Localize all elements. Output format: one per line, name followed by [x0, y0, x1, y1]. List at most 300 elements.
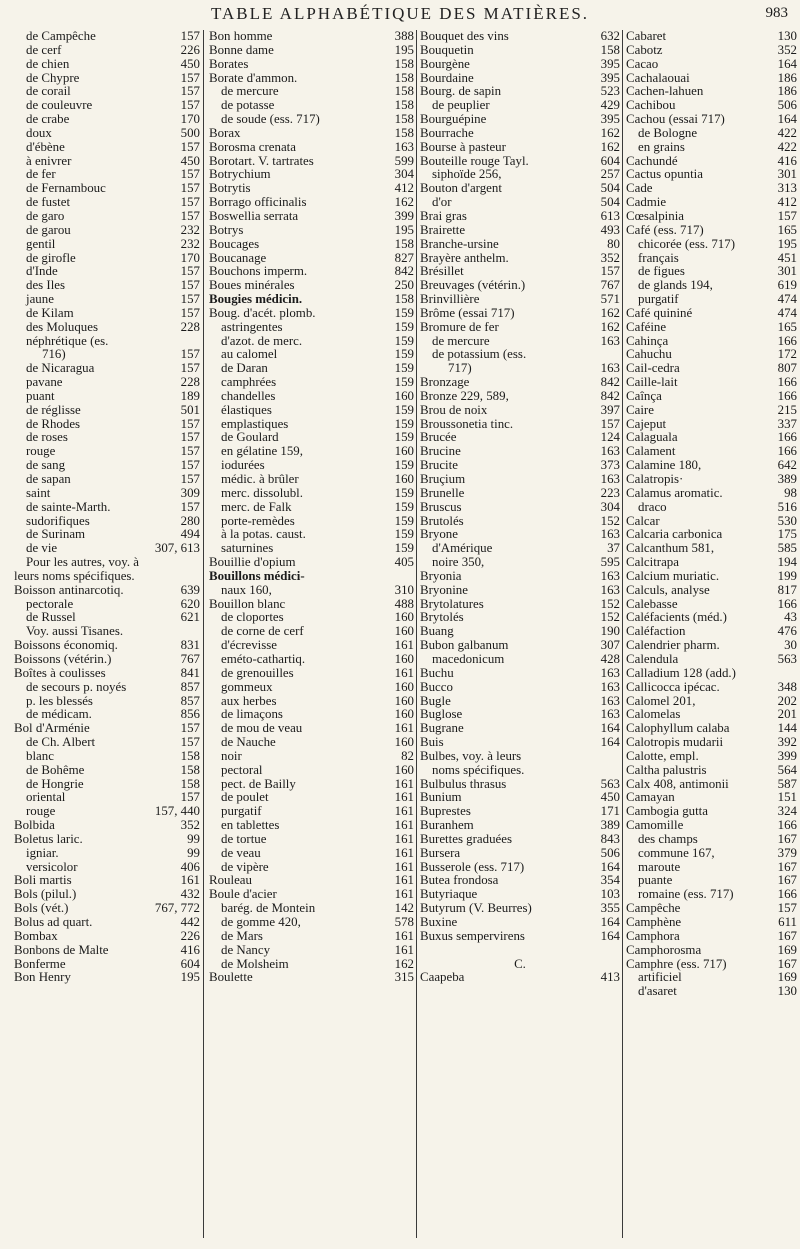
entry-page-ref: 157 [180, 444, 200, 459]
entry-page-ref: 373 [600, 458, 620, 473]
entry-page-ref: 807 [777, 361, 797, 376]
entry-page-ref: 159 [394, 513, 414, 528]
entry-term: Butea frondosa [420, 873, 499, 888]
entry-page-ref: 250 [394, 278, 414, 293]
entry-page-ref: 395 [600, 112, 620, 127]
entry-page-ref: 399 [777, 748, 797, 763]
entry-term: de Mars [221, 928, 263, 943]
index-entry [209, 653, 414, 667]
entry-term: naux 160, [221, 582, 272, 597]
entry-term: Calcanthum 581, [626, 541, 715, 556]
entry-term: noir [221, 748, 242, 763]
entry-term: de mercure [221, 84, 279, 99]
index-entry [209, 307, 414, 321]
entry-term: camphrées [221, 375, 277, 390]
index-entry [626, 445, 797, 459]
entry-page-ref: 161 [394, 638, 414, 653]
entry-page-ref: 301 [777, 264, 797, 279]
index-entry [209, 861, 414, 875]
index-entry [420, 861, 620, 875]
entry-term: de Daran [221, 361, 268, 376]
index-entry [626, 653, 797, 667]
index-entry [209, 971, 414, 985]
index-entry [626, 847, 797, 861]
entry-term: Bronze 229, 589, [420, 388, 509, 403]
index-entry [626, 639, 797, 653]
index-entry [209, 473, 414, 487]
entry-page-ref: 166 [777, 388, 797, 403]
entry-term: Caire [626, 402, 654, 417]
entry-page-ref: 157 [777, 208, 797, 223]
entry-term: pectorale [26, 596, 74, 611]
entry-term: doux [26, 125, 52, 140]
index-entry [420, 293, 620, 307]
entry-term: de potassium (ess. [432, 347, 527, 362]
entry-term: oriental [26, 790, 66, 805]
entry-term: de sang [26, 458, 66, 473]
entry-page-ref: 158 [394, 292, 414, 307]
entry-page-ref: 166 [777, 887, 797, 902]
entry-term: Boletus laric. [14, 831, 83, 846]
entry-term: de garou [26, 222, 71, 237]
index-entry [626, 99, 797, 113]
entry-page-ref: 159 [394, 458, 414, 473]
index-entry [14, 708, 200, 722]
index-entry [420, 335, 620, 349]
index-entry [209, 888, 414, 902]
index-entry [14, 473, 200, 487]
index-entry [14, 487, 200, 501]
entry-term: de corne de cerf [221, 624, 304, 639]
entry-term: Brôme (essai 717) [420, 305, 515, 320]
entry-page-ref: 474 [777, 292, 797, 307]
page-header [0, 4, 800, 26]
entry-term: Buis [420, 735, 444, 750]
index-entry [209, 708, 414, 722]
entry-page-ref: 307 [600, 638, 620, 653]
entry-term: Bonne dame [209, 42, 274, 57]
page-number: 983 [765, 5, 788, 21]
entry-page-ref: 857 [180, 693, 200, 708]
entry-page-ref: 493 [600, 222, 620, 237]
index-entry [209, 584, 414, 598]
entry-term: Caléfacients (méd.) [626, 610, 727, 625]
entry-page-ref: 82 [401, 748, 414, 763]
entry-term: Brytolés [420, 610, 464, 625]
index-entry [420, 487, 620, 501]
index-entry [420, 736, 620, 750]
index-entry [626, 722, 797, 736]
entry-page-ref: 161 [394, 776, 414, 791]
entry-page-ref: 619 [777, 278, 797, 293]
entry-page-ref: 165 [777, 222, 797, 237]
entry-term: Cail-cedra [626, 361, 680, 376]
entry-page-ref: 767 [600, 278, 620, 293]
entry-page-ref: 767 [180, 651, 200, 666]
index-entry [14, 85, 200, 99]
index-entry [626, 307, 797, 321]
entry-page-ref: 157 [180, 361, 200, 376]
entry-term: Cœsalpinia [626, 208, 685, 223]
entry-page-ref: 130 [777, 29, 797, 43]
index-entry [14, 113, 200, 127]
index-entry [626, 487, 797, 501]
index-entry [14, 542, 200, 556]
entry-term: Bruçium [420, 472, 466, 486]
entry-page-ref: 159 [394, 416, 414, 431]
index-entry [626, 584, 797, 598]
index-entry [14, 501, 200, 515]
index-entry [626, 874, 797, 888]
entry-page-ref: 352 [777, 42, 797, 57]
index-entry [14, 307, 200, 321]
entry-term: Callicocca ipécac. [626, 679, 720, 694]
entry-page-ref: 841 [180, 665, 200, 680]
index-entry [626, 750, 797, 764]
index-entry [420, 168, 620, 182]
entry-term: Boissons (vétérin.) [14, 651, 112, 666]
entry-page-ref: 395 [600, 56, 620, 71]
entry-term: Butyriaque [420, 887, 478, 902]
entry-page-ref: 315 [394, 970, 414, 985]
entry-term: de sapan [26, 472, 71, 486]
entry-term: de grenouilles [221, 665, 294, 680]
index-entry [209, 598, 414, 612]
index-entry [420, 528, 620, 542]
entry-term: médic. à brûler [221, 472, 299, 486]
entry-term: d'ébène [26, 139, 65, 154]
entry-term: des Moluques [26, 319, 98, 334]
entry-page-ref: 164 [600, 721, 620, 736]
index-entry [626, 944, 797, 958]
entry-term: aux herbes [221, 693, 277, 708]
column-rule [416, 30, 417, 1238]
index-entry [626, 819, 797, 833]
index-entry [626, 598, 797, 612]
index-entry [209, 791, 414, 805]
entry-page-ref: 167 [777, 928, 797, 943]
entry-page-ref: 195 [394, 222, 414, 237]
entry-term: Busserole (ess. 717) [420, 859, 525, 874]
entry-page-ref: 563 [600, 776, 620, 791]
index-entry [209, 293, 414, 307]
entry-term: Calomelas [626, 707, 681, 722]
entry-term: Rouleau [209, 873, 252, 888]
entry-term: C. [514, 956, 526, 971]
entry-page-ref: 856 [180, 707, 200, 722]
index-entry [14, 210, 200, 224]
entry-term: Bouillons médici- [209, 568, 305, 583]
entry-term: noire 350, [432, 555, 485, 570]
index-entry [420, 224, 620, 238]
entry-term: Cade [626, 181, 653, 196]
entry-term: Camphorosma [626, 942, 702, 957]
index-entry [14, 348, 200, 362]
index-entry [626, 335, 797, 349]
entry-page-ref: 301 [777, 167, 797, 182]
index-entry [14, 265, 200, 279]
entry-page-ref: 280 [180, 513, 200, 528]
entry-page-ref: 161 [394, 721, 414, 736]
index-entry [420, 667, 620, 681]
index-entry [626, 473, 797, 487]
entry-term: Calcar [626, 513, 660, 528]
entry-page-ref: 144 [777, 721, 797, 736]
entry-term: rouge [26, 804, 56, 819]
entry-page-ref: 157 [180, 472, 200, 486]
entry-page-ref: 142 [394, 901, 414, 916]
entry-term: Bols (vét.) [14, 901, 69, 916]
index-entry [209, 155, 414, 169]
entry-term: Buchu [420, 665, 454, 680]
index-entry [420, 778, 620, 792]
index-entry [14, 58, 200, 72]
entry-page-ref: 99 [187, 831, 200, 846]
index-entry [209, 501, 414, 515]
entry-term: d'Amérique [432, 541, 493, 556]
entry-page-ref: 157 [180, 264, 200, 279]
entry-term: de Goulard [221, 430, 279, 445]
entry-page-ref: 563 [777, 651, 797, 666]
entry-page-ref: 429 [600, 98, 620, 113]
entry-term: barég. de Montein [221, 901, 316, 916]
index-entry [626, 58, 797, 72]
index-entry [209, 681, 414, 695]
index-entry [420, 362, 620, 376]
entry-page-ref: 571 [600, 292, 620, 307]
index-entry [420, 653, 620, 667]
entry-term: Boli martis [14, 873, 72, 888]
index-entry [209, 515, 414, 529]
entry-page-ref: 504 [600, 181, 620, 196]
entry-term: Calamus aromatic. [626, 485, 723, 500]
index-entry [14, 930, 200, 944]
index-entry [420, 85, 620, 99]
index-entry [626, 501, 797, 515]
index-entry [14, 528, 200, 542]
entry-page-ref: 160 [394, 762, 414, 777]
index-entry [209, 639, 414, 653]
index-entry [209, 874, 414, 888]
entry-page-ref: 163 [600, 444, 620, 459]
entry-page-ref: 389 [600, 818, 620, 833]
index-entry [420, 431, 620, 445]
entry-term: de garo [26, 208, 65, 223]
entry-term: de Fernambouc [26, 181, 106, 196]
entry-term: des champs [638, 831, 698, 846]
entry-term: de limaçons [221, 707, 283, 722]
entry-page-ref: 157 [180, 167, 200, 182]
entry-term: Boulette [209, 970, 253, 985]
entry-page-ref: 159 [394, 430, 414, 445]
entry-term: Cacao [626, 56, 659, 71]
index-entry [14, 584, 200, 598]
entry-term: Brou de noix [420, 402, 488, 417]
entry-term: Bucco [420, 679, 453, 694]
index-entry [626, 418, 797, 432]
entry-page-ref: 228 [180, 375, 200, 390]
entry-term: Borrago officinalis [209, 195, 307, 210]
index-entry [14, 958, 200, 972]
entry-page-ref: 80 [607, 236, 620, 251]
entry-page-ref: 43 [784, 610, 797, 625]
entry-page-ref: 476 [777, 624, 797, 639]
entry-term: de mou de veau [221, 721, 303, 736]
entry-term: Buxus sempervirens [420, 928, 525, 943]
entry-page-ref: 159 [394, 361, 414, 376]
index-entry [626, 805, 797, 819]
index-entry [626, 791, 797, 805]
entry-page-ref: 160 [394, 693, 414, 708]
index-entry [420, 764, 620, 778]
entry-term: romaine (ess. 717) [638, 887, 734, 902]
entry-term: Caille-lait [626, 375, 678, 390]
entry-page-ref: 232 [180, 222, 200, 237]
index-entry [14, 141, 200, 155]
index-entry [626, 778, 797, 792]
entry-page-ref: 161 [394, 818, 414, 833]
index-entry [209, 348, 414, 362]
entry-term: Cabotz [626, 42, 663, 57]
entry-term: Botrys [209, 222, 244, 237]
entry-term: Caléfaction [626, 624, 686, 639]
entry-term: 716) [42, 347, 66, 362]
index-entry [14, 182, 200, 196]
index-entry [626, 348, 797, 362]
entry-page-ref: 159 [394, 347, 414, 362]
index-entry [626, 861, 797, 875]
entry-page-ref: 488 [394, 596, 414, 611]
index-entry [420, 155, 620, 169]
index-entry [420, 473, 620, 487]
entry-page-ref: 432 [180, 887, 200, 902]
index-entry [626, 611, 797, 625]
entry-page-ref: 159 [394, 402, 414, 417]
entry-term: Bolus ad quart. [14, 915, 93, 929]
index-entry [14, 431, 200, 445]
entry-page-ref: 450 [600, 790, 620, 805]
entry-page-ref: 163 [600, 582, 620, 597]
index-column-3 [420, 30, 620, 985]
entry-page-ref: 162 [394, 195, 414, 210]
entry-page-ref: 158 [394, 84, 414, 99]
index-entry [14, 902, 200, 916]
entry-page-ref: 157 [180, 416, 200, 431]
entry-term: Borotart. V. tartrates [209, 153, 314, 168]
entry-term: de sainte-Marth. [26, 499, 111, 514]
index-entry [626, 30, 797, 44]
index-entry [209, 113, 414, 127]
entry-page-ref: 158 [394, 98, 414, 113]
entry-term: Bourg. de sapin [420, 84, 502, 99]
entry-page-ref: 157 [777, 901, 797, 916]
entry-page-ref: 161 [180, 873, 200, 888]
entry-term: d'asaret [638, 984, 677, 999]
entry-page-ref: 161 [394, 859, 414, 874]
entry-term: Buglose [420, 707, 463, 722]
column-rule [203, 30, 204, 1238]
index-entry [14, 72, 200, 86]
index-entry [209, 805, 414, 819]
entry-page-ref: 165 [777, 319, 797, 334]
index-entry [420, 418, 620, 432]
index-entry [420, 874, 620, 888]
entry-term: de potasse [221, 98, 275, 113]
index-entry [14, 224, 200, 238]
index-column-1 [14, 30, 200, 985]
index-entry [14, 293, 200, 307]
entry-page-ref: 161 [394, 665, 414, 680]
entry-page-ref: 157, 440 [154, 804, 200, 819]
entry-page-ref: 158 [180, 762, 200, 777]
entry-page-ref: 399 [394, 208, 414, 223]
entry-term: Bruscus [420, 499, 462, 514]
index-entry [14, 916, 200, 930]
entry-term: de veau [221, 845, 261, 860]
entry-term: leurs noms spécifiques. [14, 568, 135, 583]
entry-page-ref: 157 [180, 181, 200, 196]
entry-page-ref: 164 [777, 112, 797, 127]
index-entry [14, 99, 200, 113]
index-entry [209, 44, 414, 58]
entry-term: à enivrer [26, 153, 72, 168]
entry-page-ref: 157 [180, 139, 200, 154]
entry-page-ref: 151 [777, 790, 797, 805]
entry-page-ref: 157 [180, 278, 200, 293]
index-entry [626, 113, 797, 127]
index-entry [626, 833, 797, 847]
entry-term: Cachundé [626, 153, 678, 168]
entry-term: maroute [638, 859, 681, 874]
index-entry [420, 210, 620, 224]
index-entry [420, 902, 620, 916]
entry-page-ref: 223 [600, 485, 620, 500]
entry-page-ref: 201 [777, 707, 797, 722]
index-entry [420, 279, 620, 293]
index-entry [209, 487, 414, 501]
entry-page-ref: 186 [777, 84, 797, 99]
entry-term: Caféine [626, 319, 667, 334]
entry-page-ref: 842 [600, 388, 620, 403]
entry-term: Boissons économiq. [14, 638, 118, 653]
index-entry [209, 196, 414, 210]
entry-page-ref: 621 [180, 610, 200, 625]
entry-page-ref: 352 [180, 818, 200, 833]
entry-page-ref: 412 [394, 181, 414, 196]
entry-page-ref: 167 [777, 873, 797, 888]
index-entry [626, 708, 797, 722]
index-entry [209, 847, 414, 861]
entry-term: Camphène [626, 915, 682, 929]
entry-page-ref: 160 [394, 707, 414, 722]
entry-term: Bryone [420, 527, 458, 542]
entry-term: de couleuvre [26, 98, 93, 113]
entry-page-ref: 162 [600, 125, 620, 140]
index-entry [14, 722, 200, 736]
entry-page-ref: 157 [180, 208, 200, 223]
entry-page-ref: 392 [777, 735, 797, 750]
entry-page-ref: 228 [180, 319, 200, 334]
entry-page-ref: 164 [600, 928, 620, 943]
index-entry [626, 681, 797, 695]
index-entry [420, 72, 620, 86]
entry-term: eméto-cathartiq. [221, 651, 306, 666]
index-entry [14, 252, 200, 266]
entry-term: Cachen-lahuen [626, 84, 704, 99]
entry-page-ref: 30 [784, 638, 797, 653]
entry-term: de fustet [26, 195, 71, 210]
index-entry [209, 210, 414, 224]
